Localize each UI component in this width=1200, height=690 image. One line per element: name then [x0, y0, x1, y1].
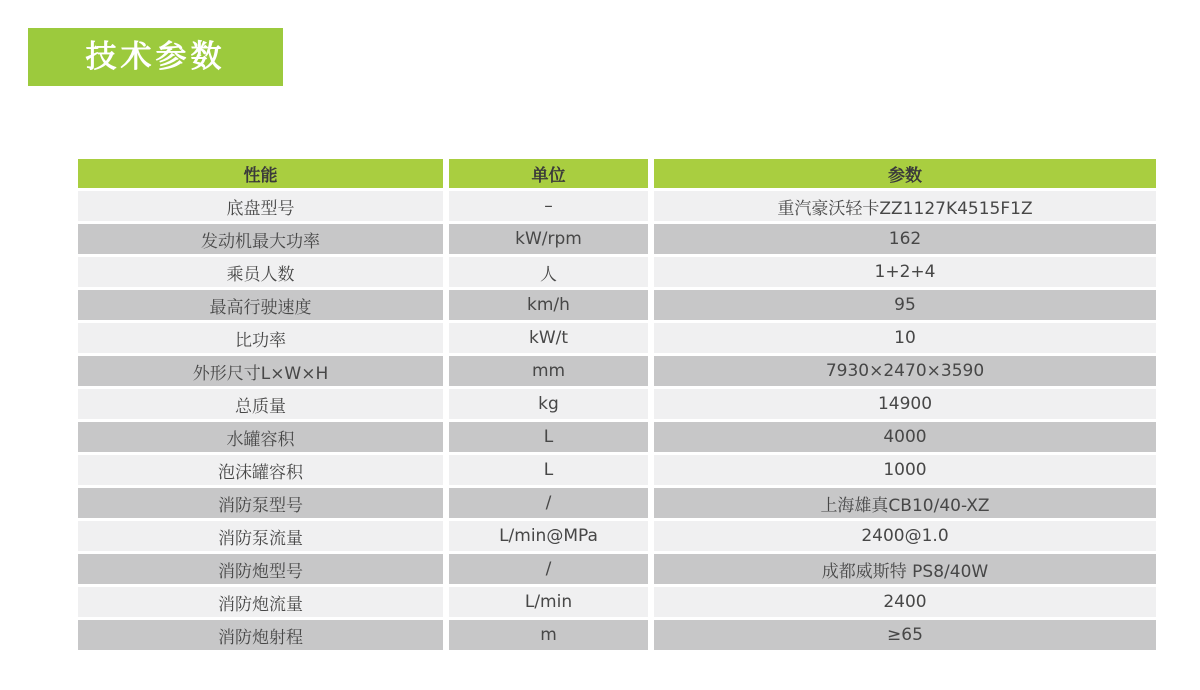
table-cell-parameter: 4000	[654, 422, 1156, 452]
table-cell-performance: 底盘型号	[78, 191, 443, 221]
column-header-unit: 单位	[449, 159, 648, 188]
column-header-performance: 性能	[78, 159, 443, 188]
table-cell-unit: L/min@MPa	[449, 521, 648, 551]
table-cell-parameter: ≥65	[654, 620, 1156, 650]
table-cell-parameter: 上海雄真CB10/40-XZ	[654, 488, 1156, 518]
table-cell-performance: 消防泵流量	[78, 521, 443, 551]
table-cell-unit: /	[449, 554, 648, 584]
table-cell-parameter: 成都威斯特 PS8/40W	[654, 554, 1156, 584]
table-cell-unit: L	[449, 455, 648, 485]
table-cell-unit: L	[449, 422, 648, 452]
table-cell-performance: 乘员人数	[78, 257, 443, 287]
table-cell-parameter: 重汽豪沃轻卡ZZ1127K4515F1Z	[654, 191, 1156, 221]
table-cell-performance: 总质量	[78, 389, 443, 419]
table-cell-performance: 外形尺寸L×W×H	[78, 356, 443, 386]
column-header-parameter: 参数	[654, 159, 1156, 188]
spec-table	[78, 159, 1156, 650]
table-cell-unit: 人	[449, 257, 648, 287]
table-cell-parameter: 1+2+4	[654, 257, 1156, 287]
table-cell-parameter: 2400@1.0	[654, 521, 1156, 551]
table-cell-unit: kg	[449, 389, 648, 419]
page-title: 技术参数	[85, 38, 226, 75]
table-cell-performance: 消防炮射程	[78, 620, 443, 650]
table-cell-performance: 消防泵型号	[78, 488, 443, 518]
table-cell-parameter: 14900	[654, 389, 1156, 419]
table-cell-parameter: 1000	[654, 455, 1156, 485]
table-cell-parameter: 162	[654, 224, 1156, 254]
table-cell-performance: 水罐容积	[78, 422, 443, 452]
table-cell-unit: kW/t	[449, 323, 648, 353]
table-cell-parameter: 7930×2470×3590	[654, 356, 1156, 386]
page-title-badge	[28, 28, 283, 86]
table-cell-unit: L/min	[449, 587, 648, 617]
table-cell-parameter: 10	[654, 323, 1156, 353]
table-cell-unit: mm	[449, 356, 648, 386]
table-cell-unit: kW/rpm	[449, 224, 648, 254]
table-cell-performance: 发动机最大功率	[78, 224, 443, 254]
table-cell-unit: km/h	[449, 290, 648, 320]
table-cell-unit: –	[449, 191, 648, 221]
table-cell-unit: m	[449, 620, 648, 650]
table-cell-parameter: 2400	[654, 587, 1156, 617]
table-cell-performance: 泡沫罐容积	[78, 455, 443, 485]
table-cell-performance: 消防炮型号	[78, 554, 443, 584]
table-cell-performance: 消防炮流量	[78, 587, 443, 617]
table-cell-parameter: 95	[654, 290, 1156, 320]
table-cell-performance: 比功率	[78, 323, 443, 353]
table-cell-unit: /	[449, 488, 648, 518]
table-cell-performance: 最高行驶速度	[78, 290, 443, 320]
